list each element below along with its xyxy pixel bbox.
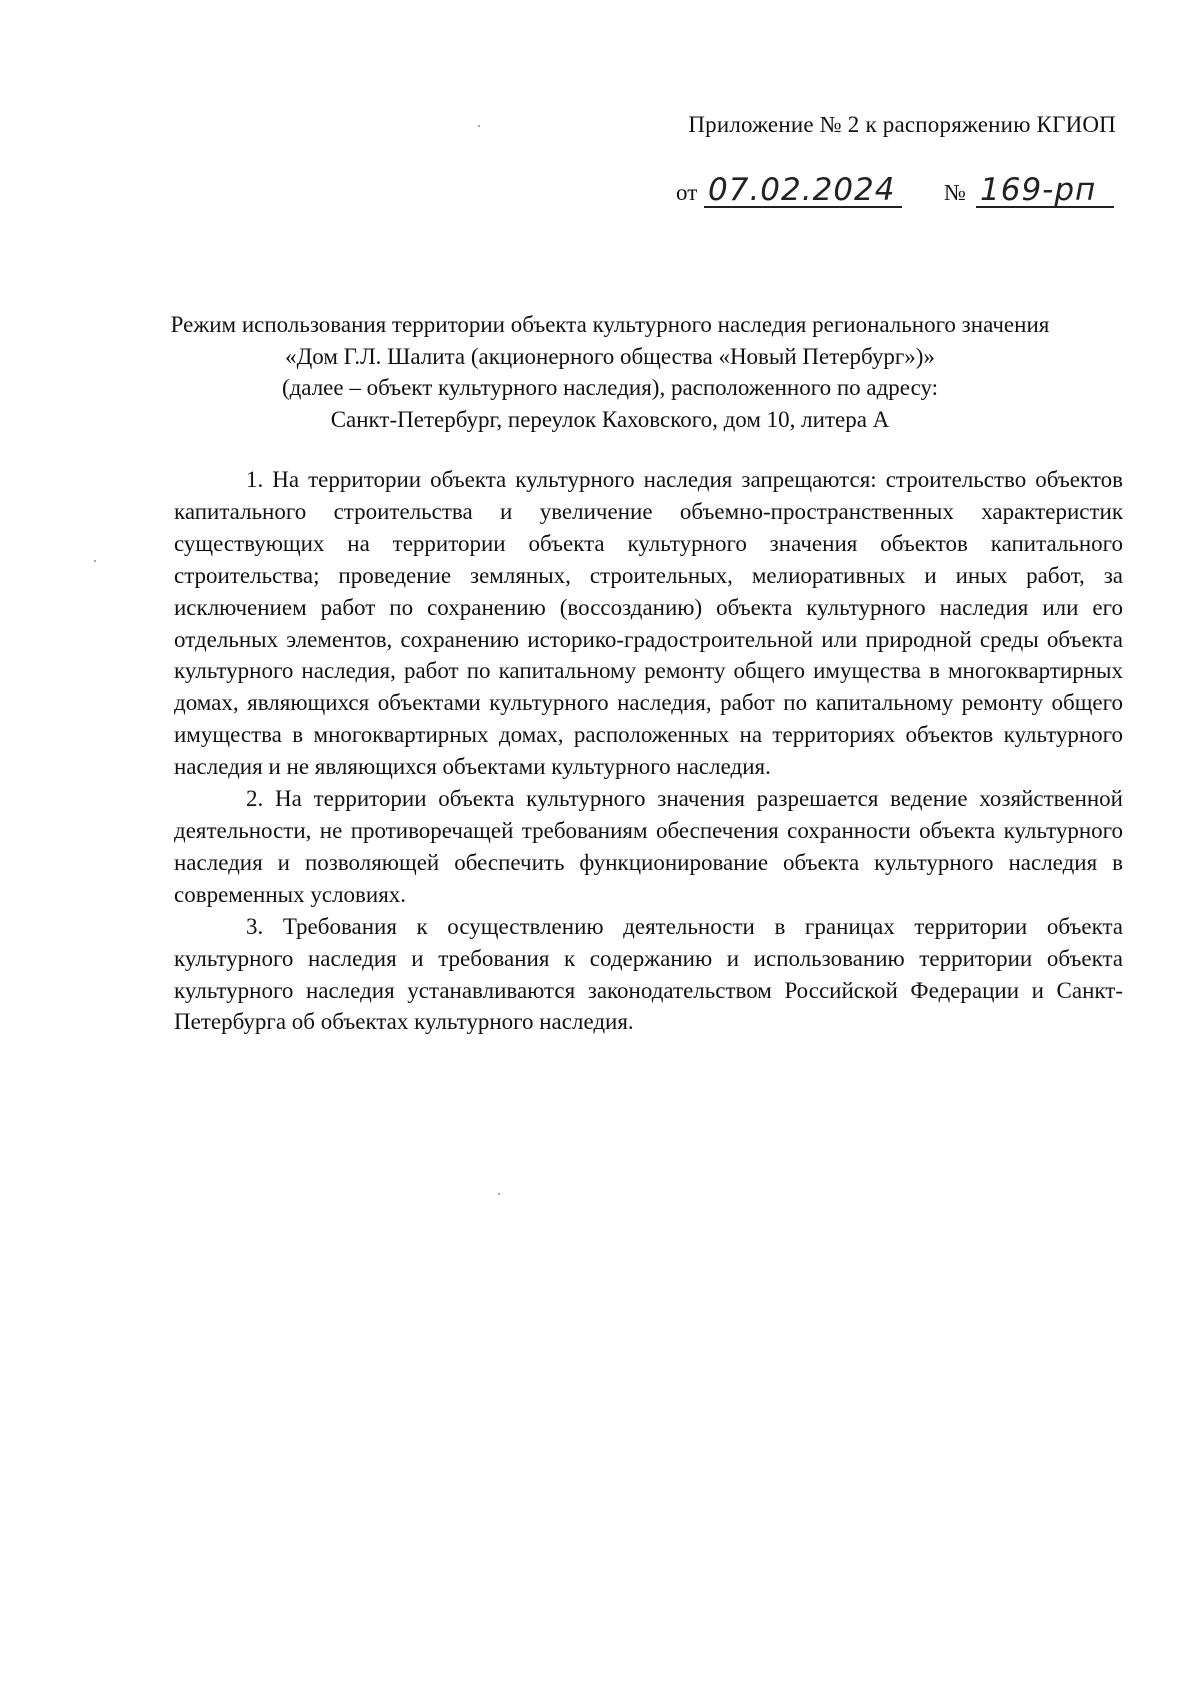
paragraph-3: 3. Требования к осуществлению деятельности в границах территории объекта культурного наследия и требования к содержанию и использованию территории объекта культурного наследия устанавливаются законодательством Российской Федерации и Санкт-Петербурга об объектах культурного наследия. (174, 913, 1123, 1035)
title-line-2: «Дом Г.Л. Шалита (акционерного общества «Новый Петербург»)» (285, 343, 935, 369)
document-title (150, 309, 1070, 435)
paragraph-2: 2. На территории объекта культурного значения разрешается ведение хозяйственной деятельности, не противоречащей требованиям обеспечения сохранности объекта культурного наследия и позволяющей обеспечить функционирование объекта культурного наследия в современных условиях. (174, 786, 1123, 907)
paragraph-1: 1. На территории объекта культурного наследия запрещаются: строительство объектов капитального строительства и увеличение объемно-пространственных характеристик существующих на территории объекта культурного значения объектов капитального строительства; проведение земляных, строительных, мелиоративных и иных работ, за исключением работ по сохранению (воссозданию) объекта культурного наследия или его отдельных элементов, сохранению историко-градостроительной или природной среды объекта культурного наследия, работ по капитальному ремонту общего имущества в многоквартирных домах, являющихся объектами культурного наследия, работ по капитальному ремонту общего имущества в многоквартирных домах, расположенных на территориях объектов культурного наследия и не являющихся объектами культурного наследия. (174, 467, 1123, 780)
title-line-4: Санкт-Петербург, переулок Каховского, дом 10, литера А (330, 406, 890, 432)
title-line-3: (далее – объект культурного наследия), расположенного по адресу: (281, 375, 939, 400)
handwritten-order-number: 169-рп (976, 175, 1114, 208)
document-body (174, 464, 1123, 1038)
appendix-heading: Приложение № 2 к распоряжению КГИОП (688, 112, 1116, 137)
scan-speck (94, 560, 96, 562)
number-label: № (944, 180, 966, 205)
scan-speck (478, 125, 480, 127)
date-label: от (676, 180, 698, 205)
handwritten-date: 07.02.2024 (704, 175, 902, 208)
order-date-number-line (676, 172, 1126, 212)
scan-speck (498, 1193, 500, 1195)
title-line-1: Режим использования территории объекта культурного наследия регионального значения (170, 312, 1050, 337)
